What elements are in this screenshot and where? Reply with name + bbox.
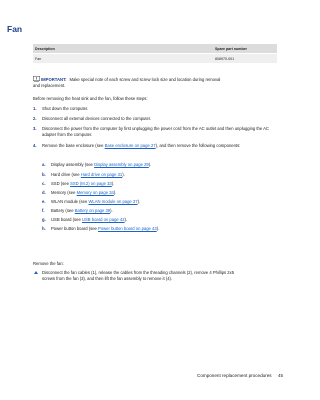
component-text-post: ). <box>111 181 115 186</box>
component-item <box>42 181 272 187</box>
table-cell-part-number: 808970-001 <box>213 54 277 64</box>
component-letter: d. <box>42 190 46 195</box>
step-3 <box>33 126 273 138</box>
important-text-line1: Make special note of each screw and screw lock size and location during removal <box>69 77 221 82</box>
step-1 <box>33 106 273 112</box>
component-item <box>42 226 272 232</box>
intro-text: Before removing the heat sink and the fan, follow these steps: <box>33 96 148 101</box>
parts-table <box>33 44 277 63</box>
component-letter: h. <box>42 226 46 231</box>
component-text-post: ). <box>124 217 128 222</box>
step-4 <box>33 143 273 149</box>
step-text-pre: Remove the base enclosure (see <box>42 143 105 148</box>
component-item <box>42 162 272 168</box>
component-text-pre: SSD (see <box>51 181 71 186</box>
component-text-post: ). <box>113 190 117 195</box>
step-number: 1. <box>33 106 37 111</box>
important-note <box>33 76 273 89</box>
component-item <box>42 208 272 214</box>
step-text: Disconnect the power from the computer by first unplugging the power cord from the AC outlet and then unplugging the AC adapter from the computer. <box>42 126 269 138</box>
component-text-post: ). <box>137 199 141 204</box>
footer-section-title: Component replacement procedures <box>197 373 272 378</box>
component-letter: g. <box>42 217 46 222</box>
footer-page-number: 45 <box>278 373 284 378</box>
link-base-enclosure[interactable]: Base enclosure on page 27 <box>104 143 156 148</box>
component-letter: e. <box>42 199 46 204</box>
component-text-post: ). <box>122 172 125 177</box>
bullet-text-line1: Disconnect the fan cables (1), release the cables from the threading channels (2), remove 4 Phillips 2x5 <box>42 270 235 275</box>
component-text-pre: Memory (see <box>51 190 77 195</box>
component-text <box>51 181 272 187</box>
bullet-text-line2: screws from the fan (3), and then lift the fan assembly to remove it (4). <box>42 276 173 282</box>
component-link[interactable]: SSD (M.2) on page 33 <box>70 181 112 186</box>
step-number: 3. <box>33 126 37 131</box>
component-letter: a. <box>42 162 46 167</box>
component-text <box>51 208 272 214</box>
table-header-description: Description <box>33 44 213 54</box>
component-text <box>51 217 272 223</box>
component-item <box>42 190 272 196</box>
component-text <box>51 199 272 205</box>
component-text-pre: Display assembly (see <box>51 162 95 167</box>
bullet-text <box>42 270 273 282</box>
component-letter: b. <box>42 172 46 177</box>
component-link[interactable]: USB board on page 42 <box>81 217 125 222</box>
step-number: 2. <box>33 116 37 121</box>
table-cell-description: Fan <box>33 54 213 64</box>
step-2 <box>33 116 273 122</box>
component-text-pre: Hard drive (see <box>51 172 81 177</box>
component-item <box>42 172 272 178</box>
step-text: Disconnect all external devices connected to the computer. <box>42 116 152 121</box>
important-label: IMPORTANT: <box>41 77 67 82</box>
component-link[interactable]: Power button board on page 43 <box>98 226 157 231</box>
remove-fan-label: Remove the fan: <box>33 261 64 266</box>
component-text-pre: Power button board (see <box>51 226 99 231</box>
step-text <box>42 143 273 149</box>
component-item <box>42 217 272 223</box>
component-text <box>51 172 272 178</box>
component-text-post: ). <box>110 208 113 213</box>
important-text-line2: and replacement. <box>33 83 66 89</box>
component-link[interactable]: Hard drive on page 31 <box>80 172 123 177</box>
component-link[interactable]: WLAN module on page 37 <box>88 199 138 204</box>
component-letter: f. <box>42 208 45 213</box>
important-icon <box>33 76 40 82</box>
component-link[interactable]: Battery on page 39 <box>74 208 111 213</box>
step-text-post: ), and then remove the following components: <box>155 143 241 148</box>
component-text-pre: USB board (see <box>51 217 82 222</box>
component-text-post: ). <box>156 226 160 231</box>
component-link[interactable]: Display assembly on page 29 <box>94 162 149 167</box>
component-link[interactable]: Memory on page 34 <box>76 190 114 195</box>
step-text: Shut down the computer. <box>42 106 89 111</box>
component-item <box>42 199 272 205</box>
component-text-pre: Battery (see <box>51 208 75 213</box>
table-header-spare-part: Spare part number <box>213 44 277 54</box>
page-title: Fan <box>7 24 23 34</box>
bullet-triangle-icon <box>34 271 38 274</box>
component-letter: c. <box>42 181 46 186</box>
step-number: 4. <box>33 143 37 148</box>
component-text-pre: WLAN module (see <box>51 199 89 204</box>
table-row <box>33 54 277 64</box>
component-text <box>51 190 272 196</box>
table-header-row <box>33 44 277 54</box>
bullet-item <box>33 270 273 282</box>
component-text <box>51 226 272 232</box>
component-text <box>51 162 272 168</box>
component-text-post: ). <box>148 162 152 167</box>
